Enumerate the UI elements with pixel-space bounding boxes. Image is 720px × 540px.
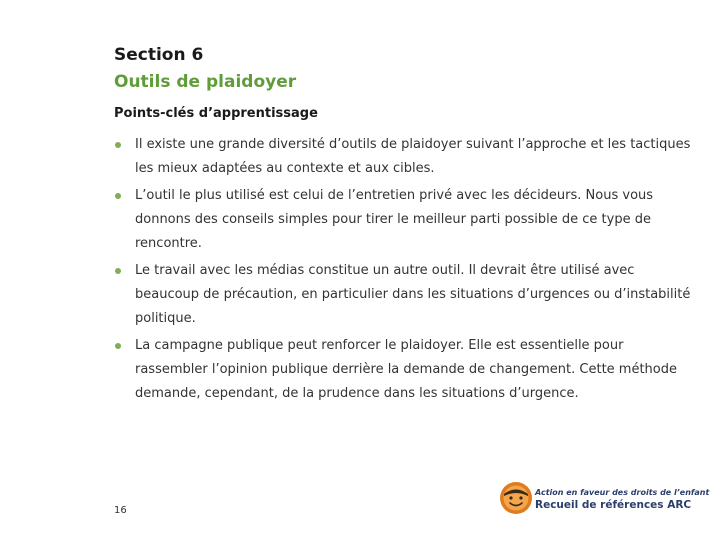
list-item — [114, 259, 694, 331]
list-item-text: Le travail avec les médias constitue un autre outil. Il devrait être utilisé avec beaucoup de précaution, en particulier dans les situations d’urgences ou d’instabilité politique. — [135, 263, 691, 326]
list-item — [114, 184, 694, 256]
key-points-list — [114, 133, 694, 409]
logo-wordmark — [535, 486, 709, 512]
logo-tagline: Action en faveur des droits de l’enfant — [535, 488, 710, 497]
list-item-text: Il existe une grande diversité d’outils de plaidoyer suivant l’approche et les tactiques les mieux adaptées au contexte et aux cibles. — [135, 137, 691, 176]
logo-title: Recueil de références ARC — [535, 499, 692, 511]
bullet-icon — [115, 268, 121, 274]
bullet-icon — [115, 193, 121, 199]
list-item — [114, 334, 694, 406]
child-face-logo-icon — [499, 481, 533, 515]
list-item-text: L’outil le plus utilisé est celui de l’entretien privé avec les décideurs. Nous vous donnons des conseils simples pour tirer le meilleur parti possible de ce type de rencontre. — [135, 188, 654, 251]
list-item-text: La campagne publique peut renforcer le plaidoyer. Elle est essentielle pour rassembler l’opinion publique derrière la demande de changement. Cette méthode demande, cependant, de la prudence dans les situations d’urgence. — [135, 338, 677, 401]
page-number: 16 — [114, 505, 127, 516]
bullet-icon — [115, 343, 121, 349]
list-item — [114, 133, 694, 181]
bullet-icon — [115, 142, 121, 148]
key-points-heading: Points-clés d’apprentissage — [114, 106, 318, 121]
section-title: Outils de plaidoyer — [114, 72, 297, 92]
section-number: Section 6 — [114, 45, 204, 65]
